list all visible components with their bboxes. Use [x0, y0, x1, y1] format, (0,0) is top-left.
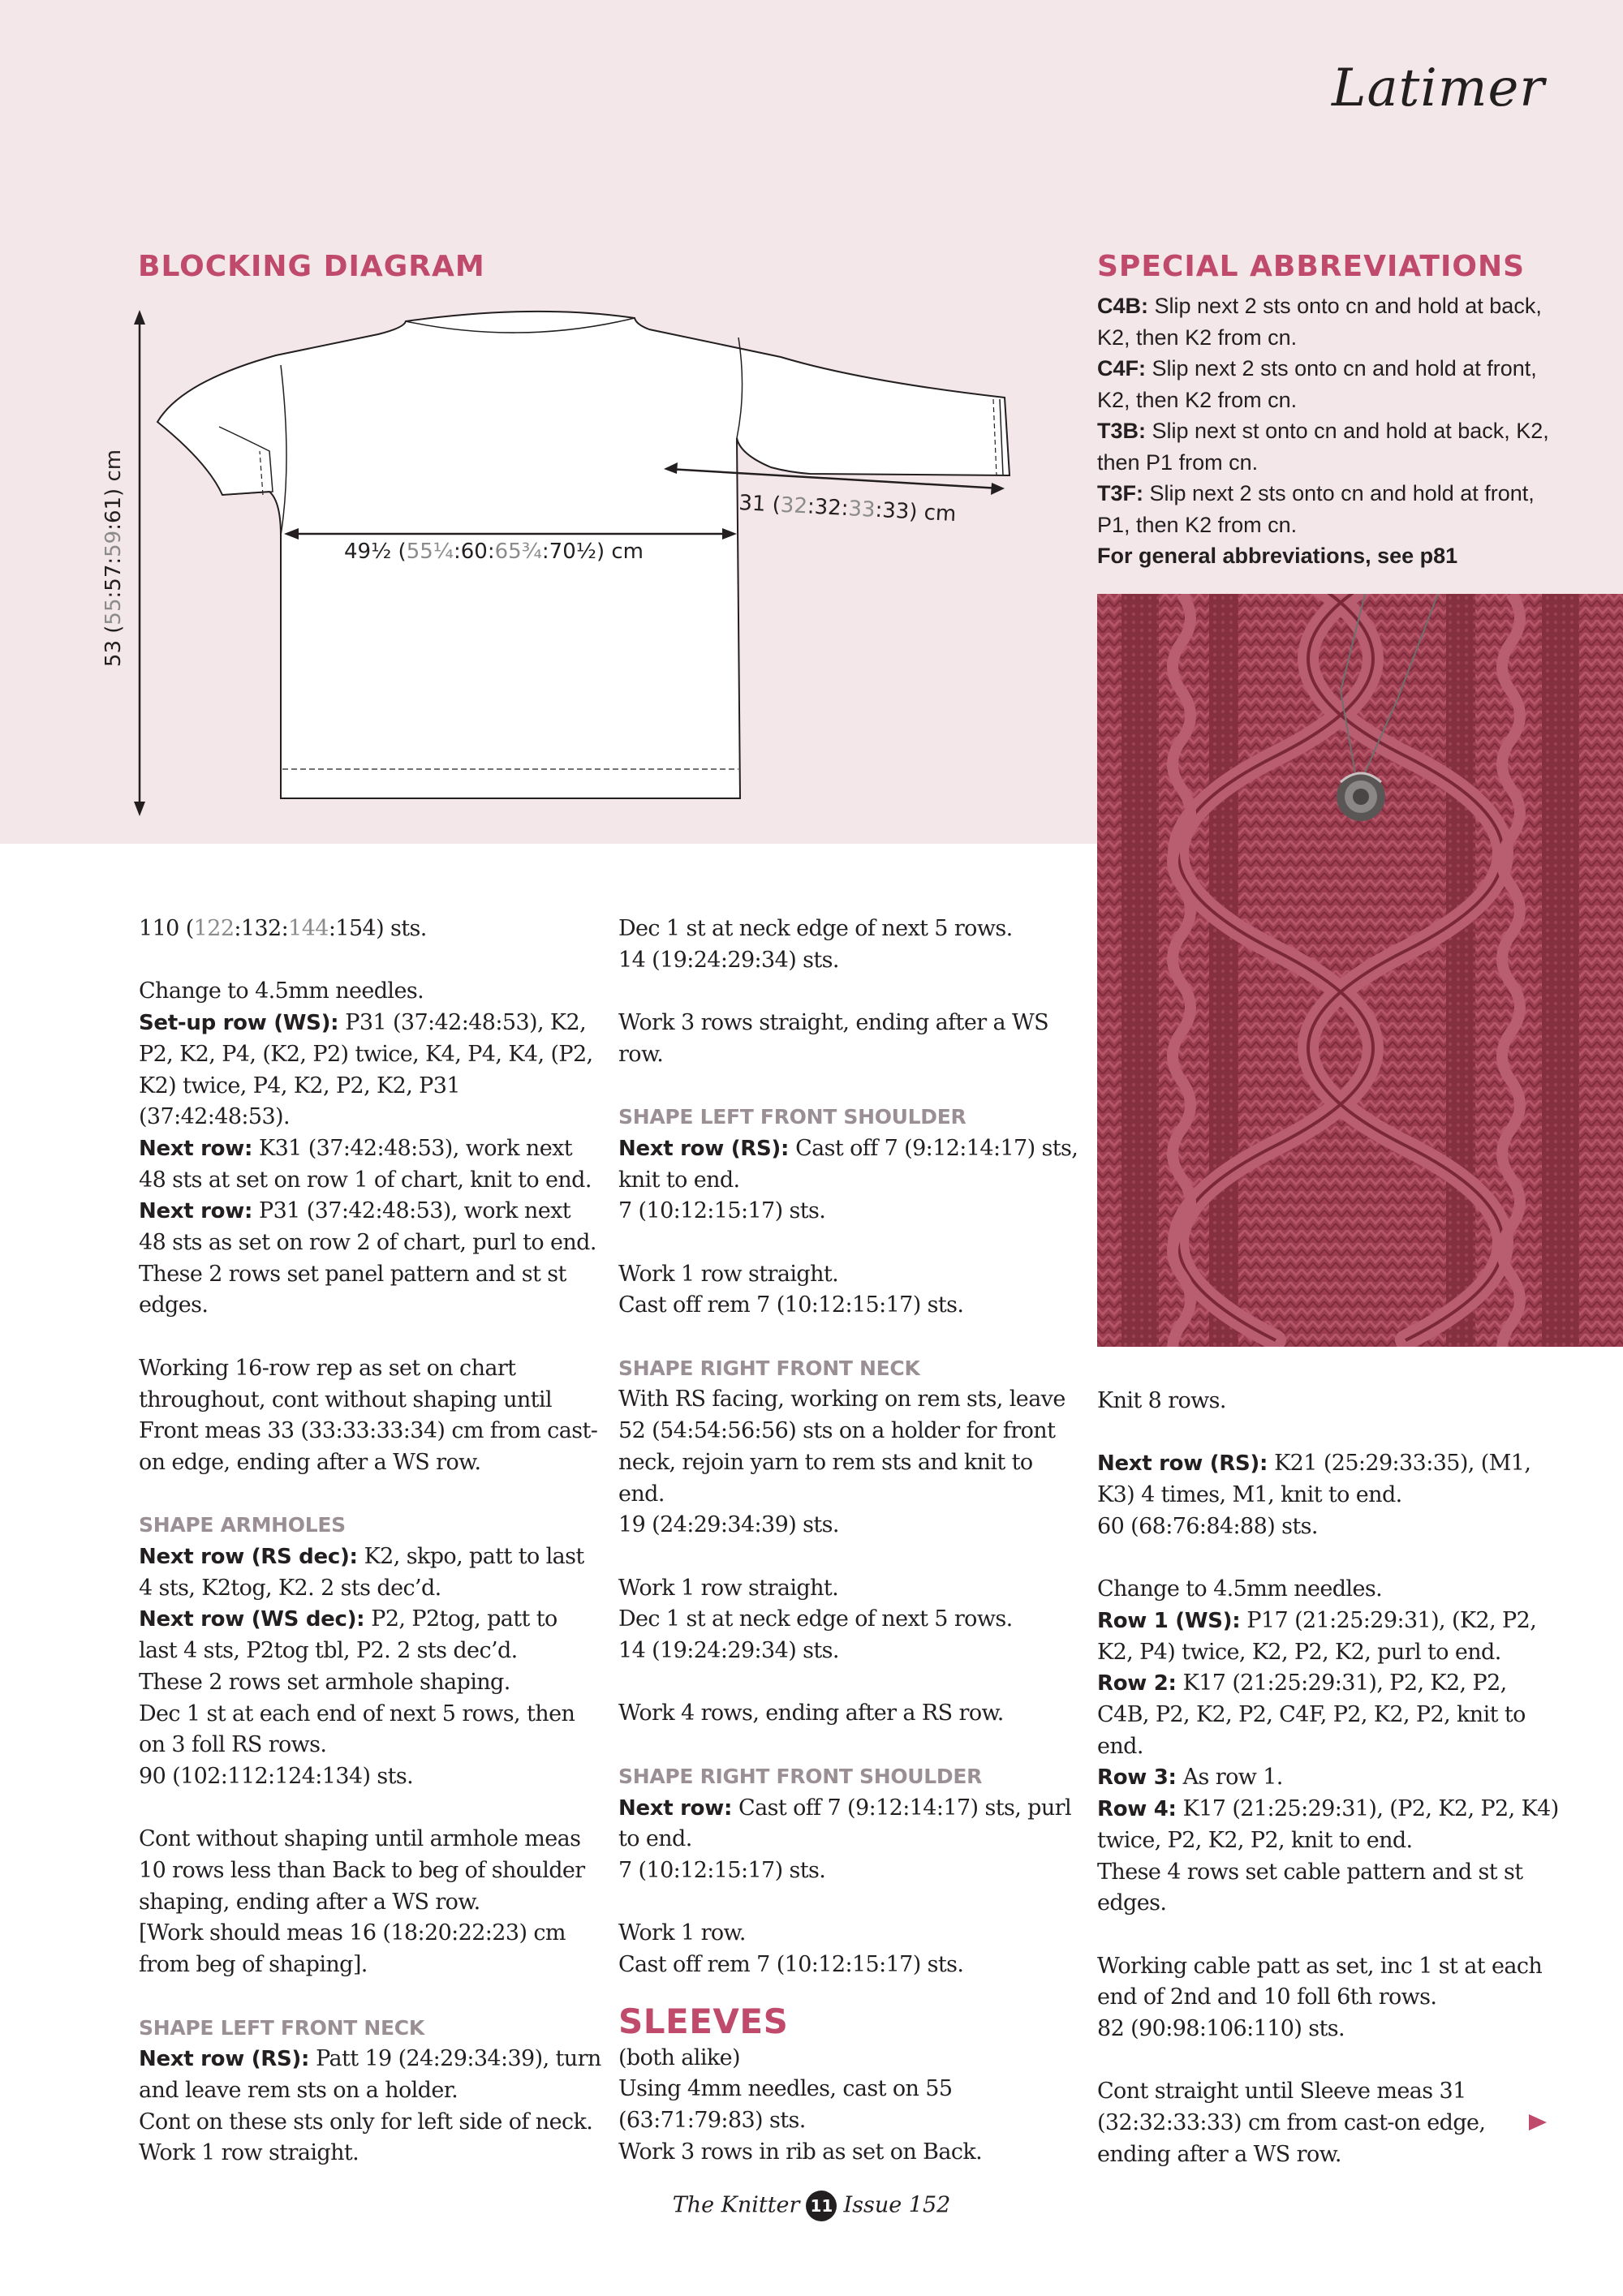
pattern-row: Row 2: K17 (21:25:29:31), P2, K2, P2, C4B, P2, K2, P2, C4F, P2, K2, P2, knit to end. — [1097, 1670, 1526, 1759]
pattern-row: Row 3: As row 1. — [1097, 1765, 1283, 1791]
height-arrow-bottom — [134, 802, 145, 816]
needle-change: Change to 4.5mm needles. — [1097, 1576, 1383, 1602]
height-label: 53 (55:57:59:61) cm — [101, 449, 126, 668]
shape-left-front-shoulder-heading: SHAPE LEFT FRONT SHOULDER — [618, 1105, 966, 1129]
instruction-text: Working 16-row rep as set on chart throughout, cont without shaping until Front meas 33 (33:33:33:34) cm from cast-on edge, ending after a WS row. — [139, 1355, 598, 1475]
stitch-count: 110 (122:132:144:154) sts. — [139, 916, 427, 941]
abbreviation-item: C4F: Slip next 2 sts onto cn and hold at front, K2, then K2 from cn. — [1097, 356, 1537, 412]
sleeve-arrow-right — [991, 483, 1005, 495]
abbreviation-item: T3F: Slip next 2 sts onto cn and hold at front, P1, then K2 from cn. — [1097, 481, 1535, 537]
instructions-column-1 — [139, 914, 601, 2169]
instruction-text: Work 1 row straight. — [618, 1261, 839, 1287]
pattern-row: Row 4: K17 (21:25:29:31), (P2, K2, P2, K4) twice, P2, K2, P2, knit to end. — [1097, 1796, 1559, 1853]
special-abbreviations-heading: SPECIAL ABBREVIATIONS — [1097, 250, 1526, 283]
chest-label: 49½ (55¼:60:65¾:70½) cm — [344, 540, 644, 564]
shape-armholes-heading: SHAPE ARMHOLES — [139, 1513, 346, 1537]
abbreviation-item: C4B: Slip next 2 sts onto cn and hold at back, K2, then K2 from cn. — [1097, 294, 1542, 350]
next-row: Next row: P31 (37:42:48:53), work next 48 sts as set on row 2 of chart, purl to end. — [139, 1198, 596, 1256]
next-row: Next row (WS dec): P2, P2tog, patt to last 4 sts, P2tog tbl, P2. 2 sts dec’d. — [139, 1606, 558, 1664]
next-row: Next row (RS): K21 (25:29:33:35), (M1, K3) 4 times, M1, knit to end. — [1097, 1451, 1531, 1508]
instruction-text: Cast off rem 7 (10:12:15:17) sts. — [618, 1952, 964, 1978]
instruction-text: Work 1 row straight. — [139, 2140, 359, 2166]
height-arrow-top — [134, 310, 145, 325]
pattern-title: Latimer — [1332, 58, 1545, 118]
instruction-text: Working cable patt as set, inc 1 st at each end of 2nd and 10 foll 6th rows. — [1097, 1953, 1543, 2010]
next-row: Next row (RS dec): K2, skpo, patt to last 4 sts, K2tog, K2. 2 sts dec’d. — [139, 1544, 584, 1601]
magazine-name: The Knitter — [672, 2192, 800, 2218]
stitch-count: 14 (19:24:29:34) sts. — [618, 947, 839, 973]
blocking-diagram — [97, 292, 1039, 828]
next-row: Next row (RS): Cast off 7 (9:12:14:17) sts, knit to end. — [618, 1135, 1078, 1193]
stitch-count: 60 (68:76:84:88) sts. — [1097, 1513, 1318, 1539]
instruction-text: With RS facing, working on rem sts, leave 52 (54:54:56:56) sts on a holder for front neck, rejoin yarn to rem sts and knit to end. — [618, 1387, 1065, 1507]
sleeves-heading: SLEEVES — [618, 2001, 789, 2041]
instruction-text: Cont on these sts only for left side of neck. — [139, 2109, 593, 2135]
instruction-text: Work 1 row. — [618, 1920, 746, 1946]
instruction-text: Cast off rem 7 (10:12:15:17) sts. — [618, 1292, 964, 1318]
abbreviations-list — [1097, 290, 1552, 572]
instructions-column-3 — [1097, 1386, 1560, 2171]
page-number: 11 — [806, 2191, 837, 2221]
instruction-text: Dec 1 st at neck edge of next 5 rows. — [618, 916, 1013, 941]
page-footer — [0, 2191, 1623, 2221]
stitch-count: 90 (102:112:124:134) sts. — [139, 1763, 414, 1789]
instruction-text: Work 4 rows, ending after a RS row. — [618, 1701, 1004, 1726]
abbreviation-item: T3B: Slip next st onto cn and hold at back, K2, then P1 from cn. — [1097, 419, 1549, 475]
instruction-text: These 4 rows set cable pattern and st st edges. — [1097, 1859, 1523, 1916]
general-abbreviations-note: For general abbreviations, see p81 — [1097, 544, 1458, 568]
continue-arrow-icon — [1527, 2113, 1548, 2132]
instruction-text: Cont straight until Sleeve meas 31 (32:32:33:33) cm from cast-on edge, ending after a WS row. — [1097, 2079, 1486, 2167]
needle-change: Change to 4.5mm needles. — [139, 978, 424, 1004]
instruction-text: Using 4mm needles, cast on 55 (63:71:79:83) sts. — [618, 2076, 953, 2134]
instruction-text: Work 1 row straight. — [618, 1575, 839, 1601]
stitch-count: 82 (90:98:106:110) sts. — [1097, 2016, 1345, 2042]
shape-right-front-neck-heading: SHAPE RIGHT FRONT NECK — [618, 1356, 920, 1380]
cable-knit-photo — [1097, 594, 1623, 1347]
stitch-count: 14 (19:24:29:34) sts. — [618, 1638, 839, 1664]
setup-row: Set-up row (WS): P31 (37:42:48:53), K2, P2, K2, P4, (K2, P2) twice, K4, P4, K4, (P2, K2) twice, P4, K2, P2, K2, P31 (37:42:48:53). — [139, 1010, 593, 1130]
pattern-row: Row 1 (WS): P17 (21:25:29:31), (K2, P2, K2, P4) twice, K2, P2, K2, purl to end. — [1097, 1607, 1537, 1665]
blocking-diagram-heading: BLOCKING DIAGRAM — [138, 250, 485, 283]
issue-number: Issue 152 — [843, 2192, 951, 2218]
shape-left-front-neck-heading: SHAPE LEFT FRONT NECK — [139, 2015, 424, 2040]
instruction-text: These 2 rows set panel pattern and st st edges. — [139, 1261, 566, 1318]
instruction-text: [Work should meas 16 (18:20:22:23) cm from beg of shaping]. — [139, 1920, 566, 1978]
sleeve-label: 31 (32:32:33:33) cm — [738, 491, 958, 527]
stitch-count: 19 (24:29:34:39) sts. — [618, 1512, 839, 1538]
stitch-count: 7 (10:12:15:17) sts. — [618, 1198, 826, 1224]
rose-pendant — [1337, 772, 1385, 821]
instruction-text: These 2 rows set armhole shaping. — [139, 1669, 510, 1695]
instruction-text: (both alike) — [618, 2044, 740, 2070]
knit-texture — [1097, 594, 1623, 1347]
stitch-count: 7 (10:12:15:17) sts. — [618, 1857, 826, 1883]
instruction-text: Cont without shaping until armhole meas 10 rows less than Back to beg of shoulder shaping, ending after a WS row. — [139, 1826, 585, 1915]
instructions-column-2 — [618, 914, 1081, 2169]
next-row: Next row: Cast off 7 (9:12:14:17) sts, purl to end. — [618, 1795, 1071, 1852]
instruction-text: Dec 1 st at each end of next 5 rows, then on 3 foll RS rows. — [139, 1701, 575, 1758]
instruction-text: Dec 1 st at neck edge of next 5 rows. — [618, 1606, 1013, 1632]
shape-right-front-shoulder-heading: SHAPE RIGHT FRONT SHOULDER — [618, 1764, 983, 1788]
next-row: Next row: K31 (37:42:48:53), work next 48 sts at set on row 1 of chart, knit to end. — [139, 1135, 592, 1193]
instruction-text: Knit 8 rows. — [1097, 1388, 1226, 1413]
next-row: Next row (RS): Patt 19 (24:29:34:39), turn and leave rem sts on a holder. — [139, 2046, 601, 2103]
instruction-text: Work 3 rows in rib as set on Back. — [618, 2139, 983, 2165]
instruction-text: Work 3 rows straight, ending after a WS row. — [618, 1010, 1049, 1067]
